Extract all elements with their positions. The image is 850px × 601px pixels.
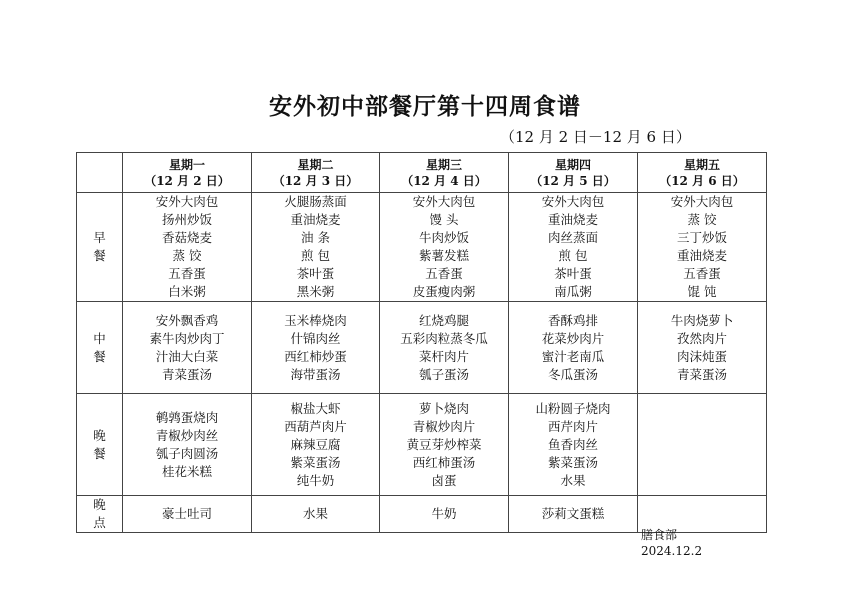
dish-item: 山粉圆子烧肉 — [535, 400, 611, 416]
dish-item: 菜杆肉片 — [418, 348, 469, 364]
dish-item: 五香蛋 — [683, 266, 721, 281]
day-header: 星期一 （12 月 2 日） — [123, 153, 252, 193]
dish-item: 西芹肉片 — [547, 418, 598, 434]
meal-label-char: 餐 — [93, 445, 106, 461]
meal-label — [77, 394, 123, 496]
dish-item: 椒盐大虾 — [290, 400, 341, 416]
dish-item: 茶叶蛋 — [554, 266, 592, 281]
menu-cell — [123, 496, 252, 533]
menu-cell — [509, 193, 638, 302]
dish-item: 桂花米糕 — [161, 463, 212, 479]
menu-cell — [252, 394, 380, 496]
menu-cell — [638, 394, 767, 496]
dish-item: 安外大肉包 — [541, 194, 605, 209]
dish-item: 黑米粥 — [296, 284, 335, 299]
dish-item: 茶叶蛋 — [296, 266, 335, 281]
meal-label-char: 餐 — [93, 248, 106, 263]
day-header: 星期四 （12 月 5 日） — [509, 153, 638, 193]
dish-item: 青菜蛋汤 — [676, 366, 727, 382]
dish-item: 红烧鸡腿 — [418, 312, 469, 328]
menu-cell — [638, 193, 767, 302]
menu-cell — [123, 302, 252, 394]
header-row — [77, 153, 767, 193]
lunch-row — [77, 302, 767, 394]
meal-label-char: 中 — [93, 330, 106, 346]
breakfast-row — [77, 193, 767, 302]
meal-label-char: 晚 — [93, 497, 106, 512]
dish-item: 花菜炒肉片 — [541, 330, 605, 346]
menu-cell — [509, 496, 638, 533]
dish-item: 西葫芦肉片 — [284, 418, 347, 434]
dish-item: 孜然肉片 — [676, 330, 727, 346]
dish-item: 牛肉烧萝卜 — [670, 312, 734, 328]
dish-item: 五香蛋 — [168, 266, 206, 281]
menu-cell — [123, 193, 252, 302]
menu-cell — [123, 394, 252, 496]
dish-item: 西红柿炒蛋 — [284, 348, 347, 364]
dish-item: 素牛肉炒肉丁 — [149, 330, 225, 346]
dish-item: 蒸 饺 — [687, 212, 717, 227]
dish-item: 青椒炒肉片 — [412, 418, 476, 434]
department-name: 膳食部 — [641, 528, 678, 542]
menu-cell — [380, 302, 509, 394]
dish-item: 安外飘香鸡 — [155, 312, 219, 328]
dish-item: 莎莉文蛋糕 — [541, 506, 605, 521]
dish-item: 海带蛋汤 — [290, 366, 341, 382]
menu-cell — [252, 496, 380, 533]
menu-cell — [380, 496, 509, 533]
dish-item: 青菜蛋汤 — [161, 366, 212, 382]
dish-item: 水果 — [560, 472, 586, 488]
dish-item: 煎 包 — [301, 248, 330, 263]
dish-item: 鱼香肉丝 — [547, 436, 598, 452]
menu-cell — [509, 394, 638, 496]
meal-label-char: 晚 — [93, 427, 106, 443]
dish-item: 牛奶 — [431, 506, 457, 521]
menu-cell — [509, 302, 638, 394]
dish-item: 安外大肉包 — [670, 194, 734, 209]
menu-cell — [252, 302, 380, 394]
meal-label-char: 早 — [93, 230, 106, 245]
dish-item: 青椒炒肉丝 — [155, 427, 219, 443]
dinner-row — [77, 394, 767, 496]
menu-cell — [252, 193, 380, 302]
dish-item: 卤蛋 — [431, 472, 457, 488]
dish-item: 紫菜蛋汤 — [547, 454, 598, 470]
dish-item: 三丁炒饭 — [676, 230, 727, 245]
page-title: 安外初中部餐厅第十四周食谱 — [269, 94, 581, 120]
menu-cell — [380, 394, 509, 496]
dish-item: 馒 头 — [429, 212, 459, 227]
dish-item: 香菇烧麦 — [161, 230, 212, 245]
meal-label — [77, 193, 123, 302]
day-header: 星期五 （12 月 6 日） — [638, 153, 767, 193]
dish-item: 紫菜蛋汤 — [290, 454, 341, 470]
dish-item: 扬州炒饭 — [161, 212, 212, 227]
dish-item: 紫薯发糕 — [418, 248, 469, 263]
dish-item: 安外大肉包 — [412, 194, 476, 209]
dish-item: 麻辣豆腐 — [290, 436, 341, 452]
dish-item: 肉沫炖蛋 — [676, 348, 727, 364]
dish-item: 瓠子肉圆汤 — [155, 445, 219, 461]
dish-item: 西红柿蛋汤 — [412, 454, 476, 470]
dish-item: 鹌鹑蛋烧肉 — [155, 409, 219, 425]
dish-item: 火腿肠蒸面 — [284, 194, 347, 209]
dish-item: 纯牛奶 — [296, 472, 335, 488]
dish-item: 肉丝蒸面 — [547, 230, 598, 245]
dish-item: 重油烧麦 — [676, 248, 727, 263]
menu-cell — [638, 302, 767, 394]
dish-item: 蒸 饺 — [172, 248, 202, 263]
dish-item: 黄豆芽炒榨菜 — [406, 436, 482, 452]
dish-item: 萝卜烧肉 — [418, 400, 469, 416]
meal-label — [77, 496, 123, 533]
menu-cell — [380, 193, 509, 302]
dish-item: 蜜汁老南瓜 — [541, 348, 605, 364]
dish-item: 玉米棒烧肉 — [284, 312, 347, 328]
menu-table — [76, 152, 767, 533]
dish-item: 冬瓜蛋汤 — [547, 366, 598, 382]
corner-cell — [77, 153, 123, 193]
dish-item: 香酥鸡排 — [547, 312, 598, 328]
dish-item: 南瓜粥 — [554, 284, 592, 299]
dish-item: 五香蛋 — [425, 266, 463, 281]
dish-item: 豪士吐司 — [161, 506, 212, 521]
day-header: 星期三 （12 月 4 日） — [380, 153, 509, 193]
meal-label — [77, 302, 123, 394]
day-header: 星期二 （12 月 3 日） — [252, 153, 380, 193]
dish-item: 馄 饨 — [687, 284, 717, 299]
dish-item: 煎 包 — [558, 248, 588, 263]
dish-item: 五彩肉粒蒸冬瓜 — [400, 330, 488, 346]
dish-item: 油 条 — [301, 230, 330, 245]
dish-item: 什锦肉丝 — [290, 330, 341, 346]
dish-item: 安外大肉包 — [155, 194, 219, 209]
dish-item: 汁油大白菜 — [155, 348, 219, 364]
issue-date: 2024.12.2 — [641, 544, 703, 558]
dish-item: 重油烧麦 — [547, 212, 598, 227]
dish-item: 白米粥 — [168, 284, 206, 299]
dish-item: 皮蛋瘦肉粥 — [412, 284, 476, 299]
dish-item: 牛肉炒饭 — [418, 230, 469, 245]
meal-label-char: 点 — [93, 515, 106, 530]
dish-item: 水果 — [302, 506, 328, 521]
dish-item: 瓠子蛋汤 — [418, 366, 469, 382]
meal-label-char: 餐 — [93, 348, 106, 364]
dish-item: 重油烧麦 — [290, 212, 341, 227]
date-range: （12 月 2 日－12 月 6 日） — [500, 128, 691, 146]
